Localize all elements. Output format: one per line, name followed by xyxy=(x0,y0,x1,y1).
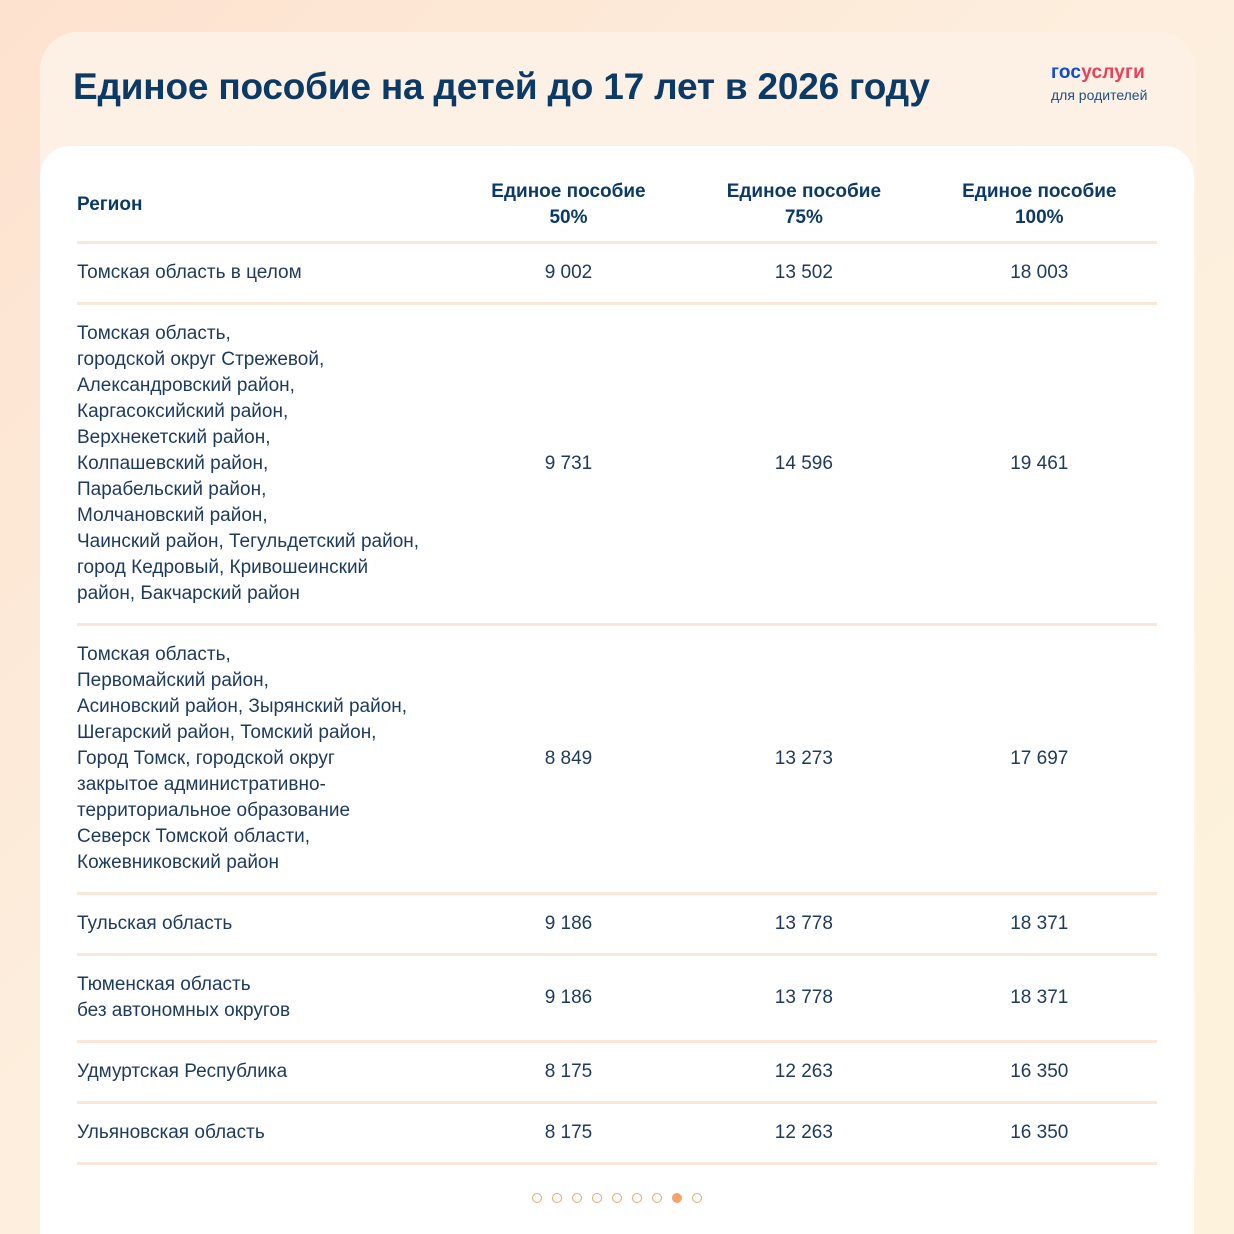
table-row xyxy=(77,1041,1157,1102)
logo-subtitle: для родителей xyxy=(1051,87,1148,103)
cell-100: 18 371 xyxy=(922,954,1157,1041)
cell-100: 18 003 xyxy=(922,242,1157,303)
table-row xyxy=(77,303,1157,624)
cell-100: 19 461 xyxy=(922,303,1157,624)
cell-50: 9 186 xyxy=(451,954,686,1041)
table-row xyxy=(77,954,1157,1041)
cell-region: Тюменская область без автономных округов xyxy=(77,954,451,1041)
header-75: Единое пособие 75% xyxy=(686,170,921,242)
cell-100: 16 350 xyxy=(922,1102,1157,1163)
pagination-dot[interactable] xyxy=(572,1193,582,1203)
cell-50: 8 175 xyxy=(451,1041,686,1102)
table-header-row xyxy=(77,170,1157,242)
table-row xyxy=(77,624,1157,893)
cell-region: Томская область в целом xyxy=(77,242,451,303)
cell-100: 18 371 xyxy=(922,893,1157,954)
cell-75: 12 263 xyxy=(686,1102,921,1163)
cell-100: 16 350 xyxy=(922,1041,1157,1102)
pagination-dot[interactable] xyxy=(592,1193,602,1203)
gosuslugi-logo xyxy=(1051,62,1147,103)
page-title: Единое пособие на детей до 17 лет в 2026 году xyxy=(73,66,930,107)
cell-region: Удмуртская Республика xyxy=(77,1041,451,1102)
cell-50: 8 849 xyxy=(451,624,686,893)
cell-region: Томская область, Первомайский район, Асиновский район, Зырянский район, Шегарский район, Томский район, Город Томск, городской округ закрытое административно- территориальное образование Северск Томской области, Кожевниковский район xyxy=(77,624,451,893)
cell-50: 9 731 xyxy=(451,303,686,624)
logo-wordmark xyxy=(1051,62,1147,84)
table-row xyxy=(77,893,1157,954)
header-100: Единое пособие 100% xyxy=(922,170,1157,242)
header-50: Единое пособие 50% xyxy=(451,170,686,242)
header-region: Регион xyxy=(77,170,451,242)
pagination-dots xyxy=(532,1193,702,1203)
pagination-dot[interactable] xyxy=(652,1193,662,1203)
table-row xyxy=(77,242,1157,303)
cell-75: 13 502 xyxy=(686,242,921,303)
logo-part-gos: гос xyxy=(1051,62,1082,83)
cell-100: 17 697 xyxy=(922,624,1157,893)
cell-75: 13 778 xyxy=(686,893,921,954)
cell-75: 13 778 xyxy=(686,954,921,1041)
pagination-dot[interactable] xyxy=(632,1193,642,1203)
pagination-dot[interactable] xyxy=(532,1193,542,1203)
cell-75: 12 263 xyxy=(686,1041,921,1102)
logo-part-uslugi: услуги xyxy=(1081,62,1146,83)
benefit-table xyxy=(77,170,1157,1165)
table-row xyxy=(77,1102,1157,1163)
cell-75: 14 596 xyxy=(686,303,921,624)
cell-75: 13 273 xyxy=(686,624,921,893)
cell-region: Ульяновская область xyxy=(77,1102,451,1163)
cell-region: Томская область, городской округ Стрежевой, Александровский район, Каргасоксийский район, Верхнекетский район, Колпашевский район, Парабельский район, Молчановский район, Чаинский район, Тегульдетский район, город Кедровый, Кривошеинский район, Бакчарский район xyxy=(77,303,451,624)
cell-region: Тульская область xyxy=(77,893,451,954)
pagination-dot[interactable] xyxy=(692,1193,702,1203)
cell-50: 8 175 xyxy=(451,1102,686,1163)
cell-50: 9 002 xyxy=(451,242,686,303)
pagination-dot[interactable] xyxy=(552,1193,562,1203)
pagination-dot[interactable] xyxy=(612,1193,622,1203)
table-card xyxy=(40,146,1194,1234)
pagination-dot[interactable] xyxy=(672,1193,682,1203)
cell-50: 9 186 xyxy=(451,893,686,954)
